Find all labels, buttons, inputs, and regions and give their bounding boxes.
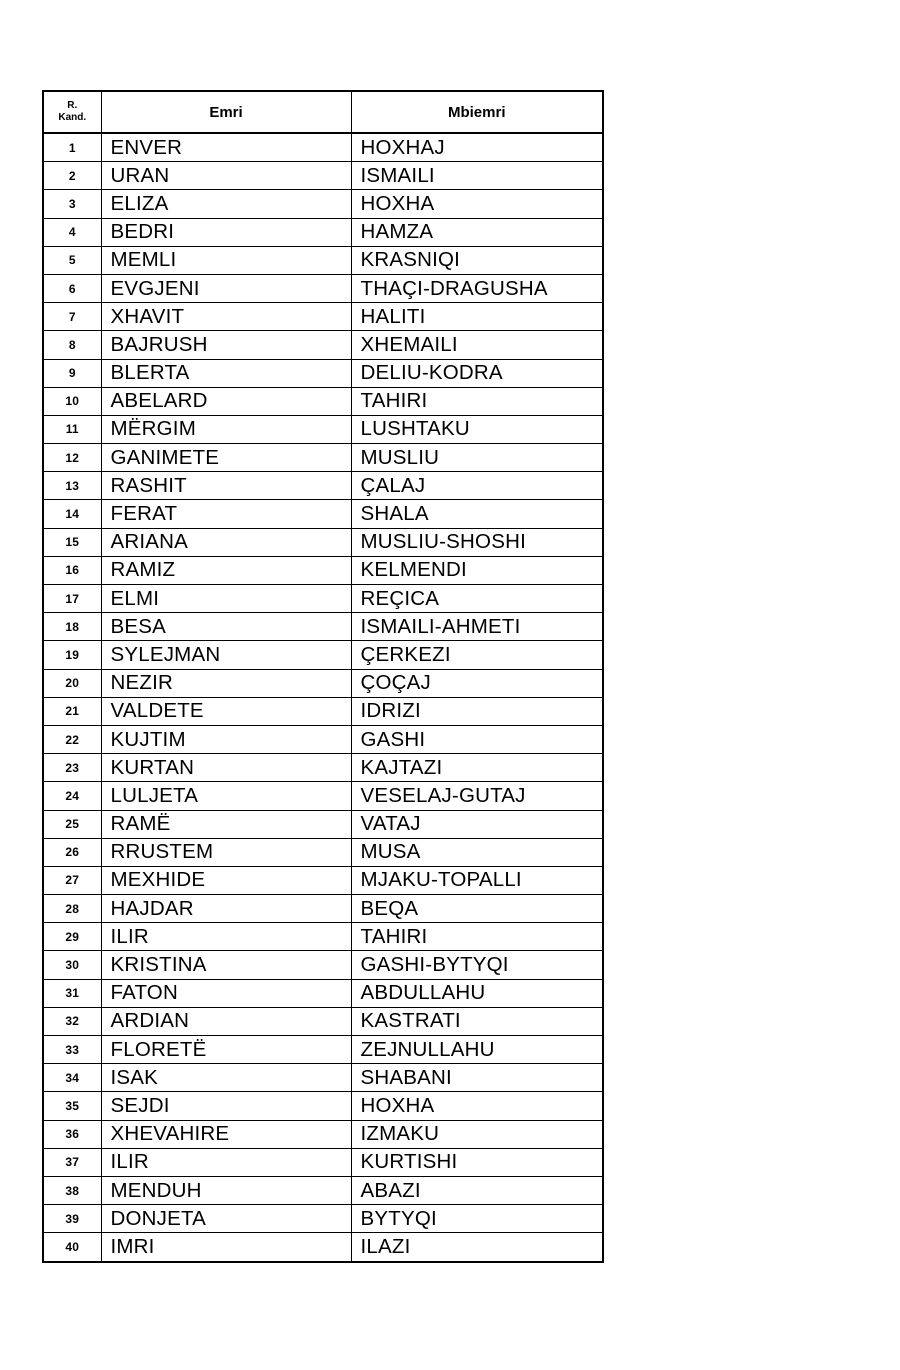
candidate-first-name: SEJDI [101,1092,351,1120]
table-row [43,1120,603,1148]
table-row [43,1205,603,1233]
candidate-table [42,90,604,1263]
table-body [43,133,603,1262]
table-row [43,1007,603,1035]
candidate-number: 9 [43,359,101,387]
candidate-last-name: REÇICA [351,585,603,613]
candidate-number: 4 [43,218,101,246]
candidate-first-name: ELMI [101,585,351,613]
candidate-first-name: SYLEJMAN [101,641,351,669]
candidate-number: 40 [43,1233,101,1262]
candidate-first-name: ELIZA [101,190,351,218]
candidate-first-name: ABELARD [101,387,351,415]
candidate-last-name: HOXHA [351,190,603,218]
table-header [43,91,603,133]
table-row [43,218,603,246]
table-row [43,190,603,218]
candidate-first-name: XHAVIT [101,303,351,331]
table-row [43,1064,603,1092]
candidate-last-name: TAHIRI [351,387,603,415]
candidate-first-name: ENVER [101,133,351,162]
candidate-last-name: GASHI-BYTYQI [351,951,603,979]
candidate-number: 6 [43,274,101,302]
candidate-first-name: MEMLI [101,246,351,274]
candidate-first-name: ARIANA [101,528,351,556]
table-row [43,1092,603,1120]
candidate-number: 33 [43,1036,101,1064]
candidate-first-name: DONJETA [101,1205,351,1233]
candidate-number: 10 [43,387,101,415]
table-row [43,585,603,613]
candidate-last-name: ZEJNULLAHU [351,1036,603,1064]
candidate-first-name: URAN [101,162,351,190]
table-row [43,782,603,810]
candidate-last-name: VATAJ [351,810,603,838]
header-row [43,91,603,133]
candidate-first-name: BLERTA [101,359,351,387]
table-row [43,669,603,697]
candidate-first-name: XHEVAHIRE [101,1120,351,1148]
table-row [43,444,603,472]
candidate-last-name: HALITI [351,303,603,331]
candidate-number: 8 [43,331,101,359]
candidate-number: 37 [43,1148,101,1176]
candidate-number: 17 [43,585,101,613]
candidate-number: 32 [43,1007,101,1035]
candidate-number: 3 [43,190,101,218]
candidate-last-name: KELMENDI [351,556,603,584]
candidate-last-name: MUSA [351,838,603,866]
candidate-first-name: FERAT [101,500,351,528]
candidate-last-name: TAHIRI [351,923,603,951]
candidate-last-name: KRASNIQI [351,246,603,274]
table-row [43,641,603,669]
table-row [43,979,603,1007]
table-row [43,331,603,359]
candidate-first-name: BEDRI [101,218,351,246]
candidate-first-name: ILIR [101,923,351,951]
candidate-first-name: IMRI [101,1233,351,1262]
candidate-last-name: IDRIZI [351,697,603,725]
candidate-last-name: ÇALAJ [351,472,603,500]
candidate-last-name: XHEMAILI [351,331,603,359]
candidate-last-name: SHABANI [351,1064,603,1092]
candidate-last-name: VESELAJ-GUTAJ [351,782,603,810]
candidate-last-name: ISMAILI [351,162,603,190]
candidate-number: 2 [43,162,101,190]
candidate-last-name: SHALA [351,500,603,528]
candidate-first-name: KUJTIM [101,725,351,753]
header-last-name: Mbiemri [351,91,603,133]
candidate-number: 39 [43,1205,101,1233]
candidate-number: 24 [43,782,101,810]
candidate-number: 38 [43,1176,101,1204]
candidate-number: 30 [43,951,101,979]
table-row [43,1176,603,1204]
header-number-line2: Kand. [58,112,87,123]
candidate-last-name: HAMZA [351,218,603,246]
candidate-number: 23 [43,754,101,782]
candidate-number: 11 [43,415,101,443]
candidate-first-name: ARDIAN [101,1007,351,1035]
candidate-first-name: FATON [101,979,351,1007]
table-row [43,1036,603,1064]
candidate-number: 7 [43,303,101,331]
candidate-first-name: FLORETË [101,1036,351,1064]
candidate-last-name: HOXHA [351,1092,603,1120]
candidate-first-name: LULJETA [101,782,351,810]
candidate-last-name: KASTRATI [351,1007,603,1035]
candidate-number: 13 [43,472,101,500]
candidate-first-name: KRISTINA [101,951,351,979]
candidate-first-name: KURTAN [101,754,351,782]
candidate-number: 29 [43,923,101,951]
candidate-first-name: ILIR [101,1148,351,1176]
candidate-number: 12 [43,444,101,472]
candidate-first-name: MËRGIM [101,415,351,443]
table-row [43,500,603,528]
table-row [43,162,603,190]
table-row [43,472,603,500]
candidate-number: 25 [43,810,101,838]
candidate-last-name: HOXHAJ [351,133,603,162]
candidate-first-name: HAJDAR [101,895,351,923]
candidate-first-name: RAMË [101,810,351,838]
table-row [43,697,603,725]
candidate-number: 27 [43,866,101,894]
candidate-last-name: MJAKU-TOPALLI [351,866,603,894]
candidate-number: 15 [43,528,101,556]
header-first-name: Emri [101,91,351,133]
candidate-last-name: ILAZI [351,1233,603,1262]
candidate-last-name: ABDULLAHU [351,979,603,1007]
candidate-first-name: MEXHIDE [101,866,351,894]
candidate-number: 28 [43,895,101,923]
candidate-last-name: THAÇI-DRAGUSHA [351,274,603,302]
candidate-last-name: MUSLIU-SHOSHI [351,528,603,556]
candidate-last-name: MUSLIU [351,444,603,472]
candidate-first-name: BESA [101,613,351,641]
candidate-number: 16 [43,556,101,584]
candidate-number: 31 [43,979,101,1007]
candidate-number: 18 [43,613,101,641]
candidate-last-name: IZMAKU [351,1120,603,1148]
candidate-last-name: BEQA [351,895,603,923]
candidate-last-name: ABAZI [351,1176,603,1204]
candidate-first-name: RRUSTEM [101,838,351,866]
candidate-last-name: BYTYQI [351,1205,603,1233]
candidate-last-name: LUSHTAKU [351,415,603,443]
table-row [43,303,603,331]
candidate-last-name: ISMAILI-AHMETI [351,613,603,641]
table-row [43,613,603,641]
candidate-first-name: MENDUH [101,1176,351,1204]
candidate-last-name: GASHI [351,725,603,753]
table-row [43,387,603,415]
table-row [43,895,603,923]
candidate-number: 21 [43,697,101,725]
candidate-first-name: VALDETE [101,697,351,725]
candidate-last-name: ÇOÇAJ [351,669,603,697]
candidate-first-name: RAMIZ [101,556,351,584]
candidate-first-name: NEZIR [101,669,351,697]
candidate-number: 26 [43,838,101,866]
table-row [43,725,603,753]
header-number-line1: R. [67,100,78,111]
table-row [43,1233,603,1262]
table-row [43,1148,603,1176]
candidate-number: 19 [43,641,101,669]
table-row [43,246,603,274]
table-row [43,923,603,951]
candidate-first-name: EVGJENI [101,274,351,302]
table-row [43,415,603,443]
candidate-first-name: RASHIT [101,472,351,500]
candidate-number: 14 [43,500,101,528]
table-row [43,528,603,556]
candidate-last-name: KAJTAZI [351,754,603,782]
candidate-number: 36 [43,1120,101,1148]
candidate-first-name: GANIMETE [101,444,351,472]
candidate-last-name: ÇERKEZI [351,641,603,669]
table-row [43,810,603,838]
candidate-last-name: KURTISHI [351,1148,603,1176]
candidate-number: 1 [43,133,101,162]
candidate-number: 5 [43,246,101,274]
candidate-number: 35 [43,1092,101,1120]
candidate-number: 34 [43,1064,101,1092]
table-row [43,866,603,894]
candidate-number: 20 [43,669,101,697]
table-row [43,838,603,866]
candidate-first-name: BAJRUSH [101,331,351,359]
table-row [43,951,603,979]
candidate-number: 22 [43,725,101,753]
table-row [43,556,603,584]
table-row [43,274,603,302]
table-row [43,754,603,782]
header-candidate-number [43,91,101,133]
table-row [43,133,603,162]
table-row [43,359,603,387]
candidate-first-name: ISAK [101,1064,351,1092]
candidate-last-name: DELIU-KODRA [351,359,603,387]
